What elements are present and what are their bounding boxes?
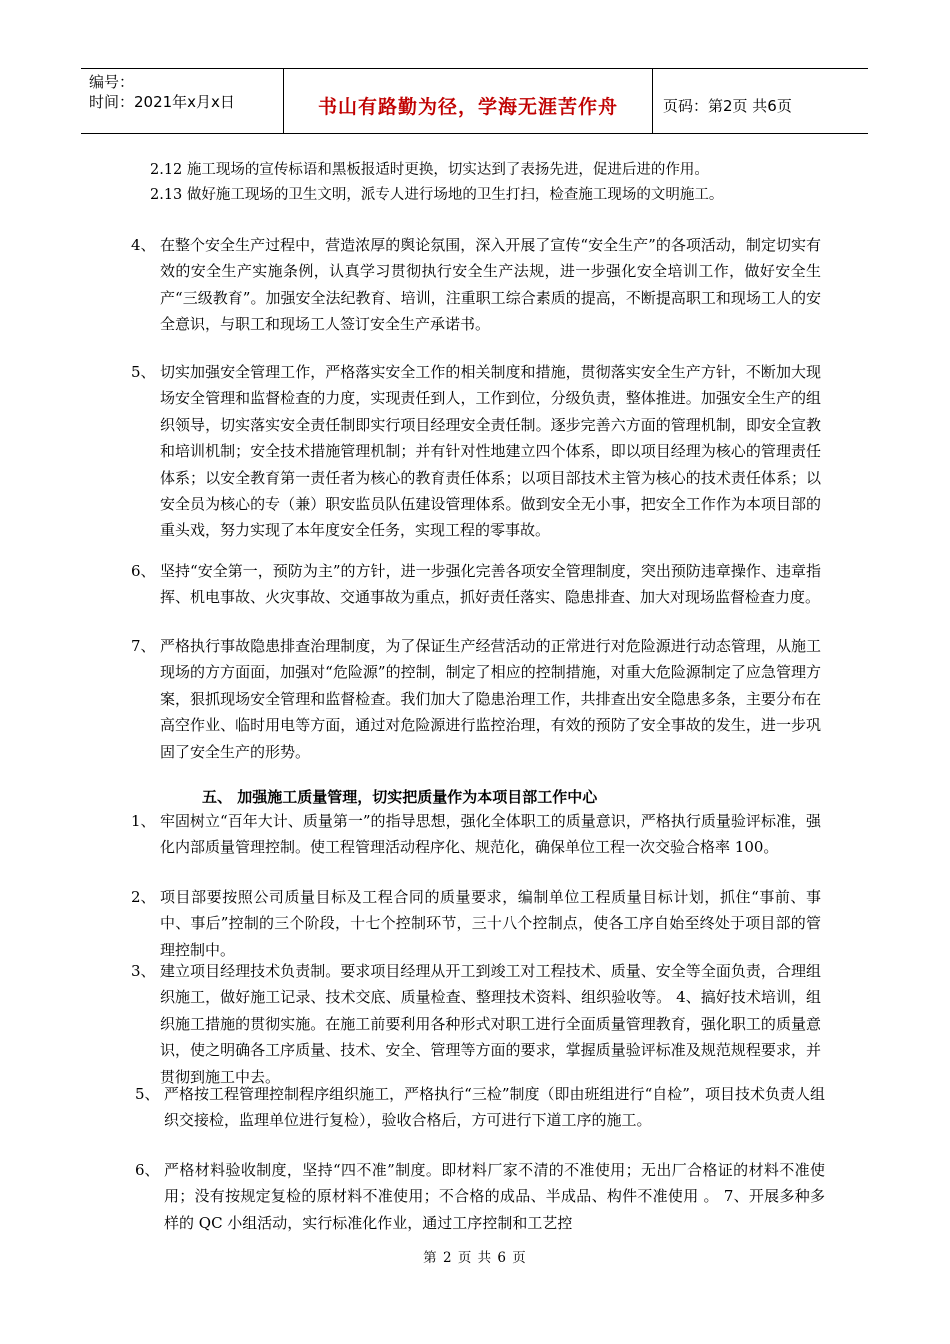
list-item-5 [131,359,821,544]
header-motto: 书山有路勤为径，学海无涯苦作舟 [283,69,653,133]
list-item-7 [131,633,821,765]
quality-item-2 [131,884,821,963]
list-number: 3、 [131,962,156,980]
list-number: 6、 [131,562,156,580]
header-page-info: 页码：第2页 共6页 [663,96,792,115]
list-item-6 [131,558,821,611]
list-text: 严格材料验收制度，坚持“四不准”制度。即材料厂家不清的不准使用；无出厂合格证的材料不准使用；没有按规定复检的原材料不准使用；不合格的成品、半成品、构件不准使用 。 7、开展多种多样的 QC 小组活动，实行标准化作业，通过工序控制和工艺控 [164,1161,825,1232]
list-number: 1、 [131,812,156,830]
list-item-4 [131,232,821,338]
list-number: 4、 [131,236,156,254]
paragraph-2-13: 2.13 做好施工现场的卫生文明，派专人进行场地的卫生打扫，检查施工现场的文明施工。 [150,187,724,203]
paragraph-2-12: 2.12 施工现场的宣传标语和黑板报适时更换，切实达到了表扬先进，促进后进的作用。 [150,162,709,178]
section-heading: 五、 加强施工质量管理，切实把质量作为本项目部工作中心 [202,788,598,806]
quality-item-5 [135,1081,825,1134]
list-number: 5、 [135,1085,160,1103]
list-text: 牢固树立“百年大计、质量第一”的指导思想，强化全体职工的质量意识，严格执行质量验评标准，强化内部质量管理控制。使工程管理活动程序化、规范化，确保单位工程一次交验合格率 100。 [160,812,821,857]
quality-item-6 [135,1157,825,1236]
list-text: 坚持“安全第一，预防为主”的方针，进一步强化完善各项安全管理制度，突出预防违章操作、违章指挥、机电事故、火灾事故、交通事故为重点，抓好责任落实、隐患排查、加大对现场监督检查力度。 [160,562,821,607]
number-label: 编号： [89,73,135,91]
list-number: 2、 [131,888,156,906]
list-text: 严格按工程管理控制程序组织施工，严格执行“三检”制度（即由班组进行“自检”，项目技术负责人组织交接检，监理单位进行复检），验收合格后，方可进行下道工序的施工。 [164,1085,825,1130]
list-number: 7、 [131,637,156,655]
header-meta-cell [81,69,283,133]
quality-item-3 [131,958,821,1090]
quality-item-1 [131,808,821,861]
list-text: 项目部要按照公司质量目标及工程合同的质量要求，编制单位工程质量目标计划，抓住“事前、事中、事后”控制的三个阶段，十七个控制环节，三十八个控制点，使各工序自始至终处于项目部的管理控制中。 [160,888,821,959]
list-number: 6、 [135,1161,160,1179]
list-text: 严格执行事故隐患排查治理制度，为了保证生产经营活动的正常进行对危险源进行动态管理，从施工现场的方方面面，加强对“危险源”的控制，制定了相应的控制措施，对重大危险源制定了应急管理方案，狠抓现场安全管理和监督检查。我们加大了隐患治理工作，共排查出安全隐患多条，主要分布在高空作业、临时用电等方面，通过对危险源进行监控治理，有效的预防了安全事故的发生，进一步巩固了安全生产的形势。 [160,637,821,761]
list-number: 5、 [131,363,156,381]
time-label: 时间：2021年x月x日 [89,93,235,111]
list-text: 建立项目经理技术负责制。要求项目经理从开工到竣工对工程技术、质量、安全等全面负责，合理组织施工，做好施工记录、技术交底、质量检查、整理技术资料、组织验收等。 4、搞好技术培训，组织施工措施的贯彻实施。在施工前要利用各种形式对职工进行全面质量管理教育，强化职工的质量意识，使之明确各工序质量、技术、安全、管理等方面的要求，掌握质量验评标准及规范规程要求，并贯彻到施工中去。 [160,962,821,1086]
page-footer: 第 2 页 共 6 页 [423,1250,527,1266]
list-text: 切实加强安全管理工作，严格落实安全工作的相关制度和措施，贯彻落实安全生产方针，不断加大现场安全管理和监督检查的力度，实现责任到人，工作到位，分级负责，整体推进。加强安全生产的组织领导，切实落实安全责任制即实行项目经理安全责任制。逐步完善六方面的管理机制，即安全宣教和培训机制；安全技术措施管理机制；并有针对性地建立四个体系，即以项目经理为核心的管理责任体系；以安全教育第一责任者为核心的教育责任体系；以项目部技术主管为核心的技术责任体系；以安全员为核心的专（兼）职安监员队伍建设管理体系。做到安全无小事，把安全工作作为本项目部的重头戏，努力实现了本年度安全任务，实现工程的零事故。 [160,363,821,540]
list-text: 在整个安全生产过程中，营造浓厚的舆论氛围，深入开展了宣传“安全生产”的各项活动，制定切实有效的安全生产实施条例，认真学习贯彻执行安全生产法规，进一步强化安全培训工作，做好安全生产“三级教育”。加强安全法纪教育、培训，注重职工综合素质的提高，不断提高职工和现场工人的安全意识，与职工和现场工人签订安全生产承诺书。 [160,236,821,334]
document-header [81,68,868,134]
